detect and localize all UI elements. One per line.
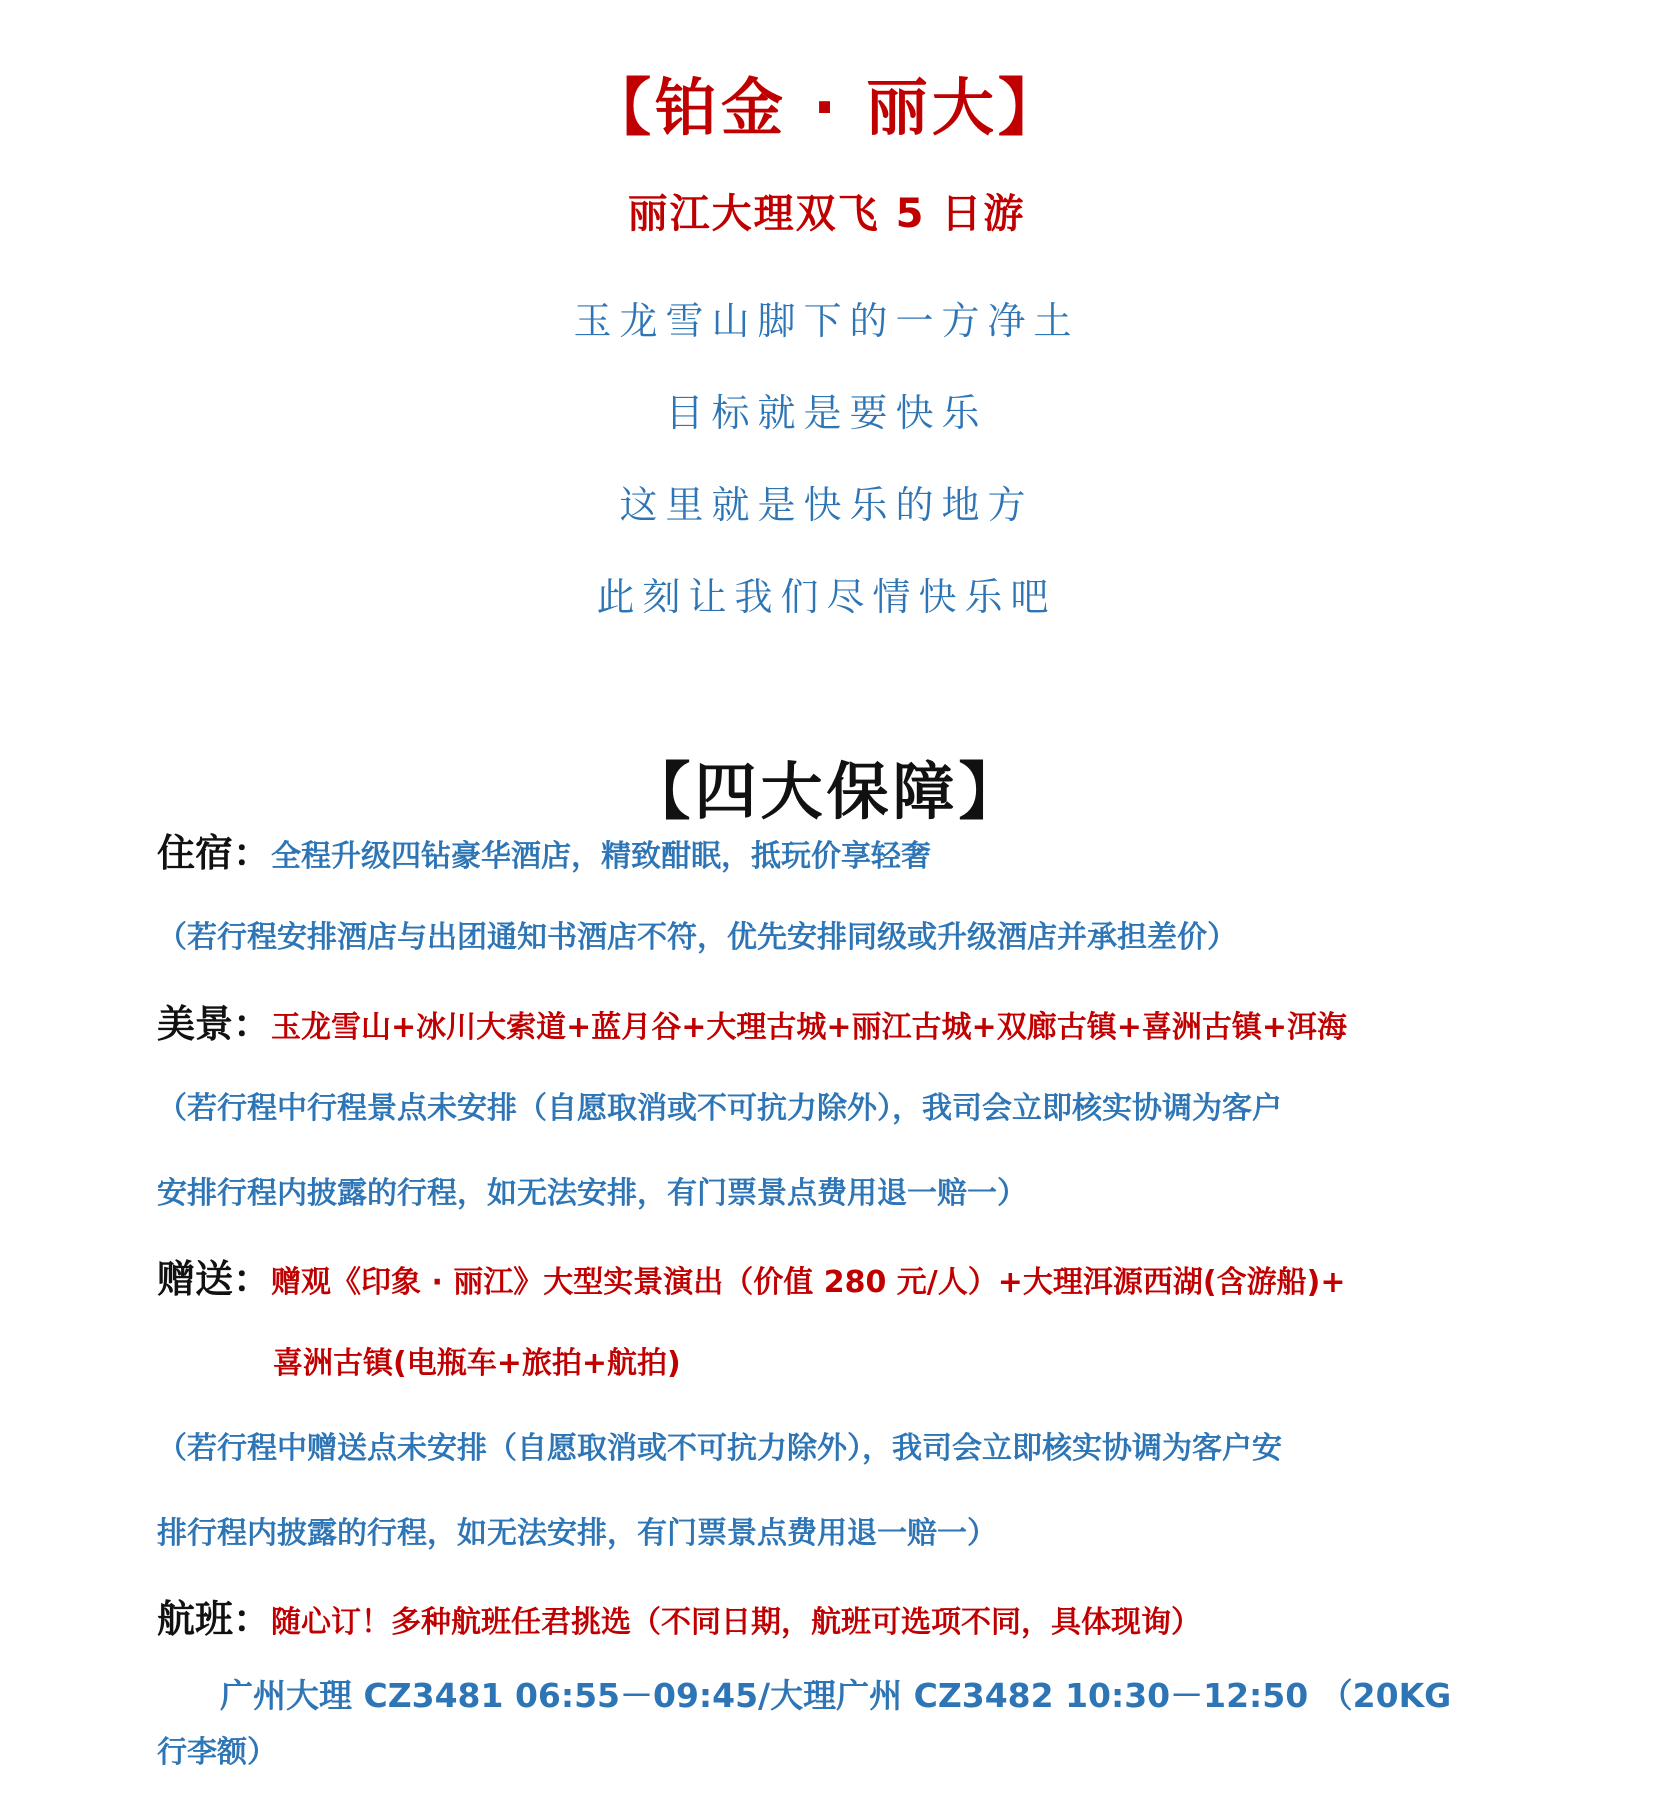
gifts-label: 赠送： <box>157 1257 272 1301</box>
gifts-note-line-2: 排行程内披露的行程，如无法安排，有门票景点费用退一赔一） <box>157 1516 997 1551</box>
lodging-row <box>157 822 931 877</box>
lodging-text: 全程升级四钻豪华酒店，精致酣眠，抵玩价享轻奢 <box>271 839 932 874</box>
flights-text: 随心订！多种航班任君挑选（不同日期，航班可选项不同，具体现询） <box>271 1605 1202 1640</box>
section-title: 【四大保障】 <box>628 755 1025 828</box>
poem-line-4: 此刻让我们尽情快乐吧 <box>596 575 1057 619</box>
scenery-note-line-2: 安排行程内披露的行程，如无法安排，有门票景点费用退一赔一） <box>157 1176 1027 1211</box>
flights-row <box>157 1588 1201 1643</box>
scenery-label: 美景： <box>157 1002 272 1046</box>
page-title: 【铂金 · 丽大】 <box>589 71 1064 144</box>
page-subtitle: 丽江大理双飞 5 日游 <box>627 191 1026 237</box>
poem-line-3: 这里就是快乐的地方 <box>619 483 1034 527</box>
poem-line-2: 目标就是要快乐 <box>665 391 988 435</box>
flights-label: 航班： <box>157 1597 272 1641</box>
lodging-label: 住宿： <box>157 831 272 875</box>
gifts-text-line-2: 喜洲古镇(电瓶车+旅拍+航拍) <box>273 1346 681 1381</box>
flights-detail-line-2: 行李额） <box>157 1735 277 1770</box>
flights-detail-line-1: 广州大理 CZ3481 06:55－09:45/大理广州 CZ3482 10:30－12:50 （20KG <box>220 1676 1452 1715</box>
gifts-note-line-1: （若行程中赠送点未安排（自愿取消或不可抗力除外），我司会立即核实协调为客户安 <box>157 1431 1282 1466</box>
gifts-text-line-1: 赠观《印象 · 丽江》大型实景演出（价值 280 元/人）+大理洱源西湖(含游船)+ <box>271 1265 1346 1300</box>
scenery-row <box>157 993 1347 1048</box>
scenery-text: 玉龙雪山+冰川大索道+蓝月谷+大理古城+丽江古城+双廊古镇+喜洲古镇+洱海 <box>271 1010 1347 1045</box>
lodging-note: （若行程安排酒店与出团通知书酒店不符，优先安排同级或升级酒店并承担差价） <box>157 920 1237 955</box>
scenery-note-line-1: （若行程中行程景点未安排（自愿取消或不可抗力除外），我司会立即核实协调为客户 <box>157 1091 1282 1126</box>
poem-line-1: 玉龙雪山脚下的一方净土 <box>573 299 1080 343</box>
gifts-row <box>157 1248 1345 1303</box>
